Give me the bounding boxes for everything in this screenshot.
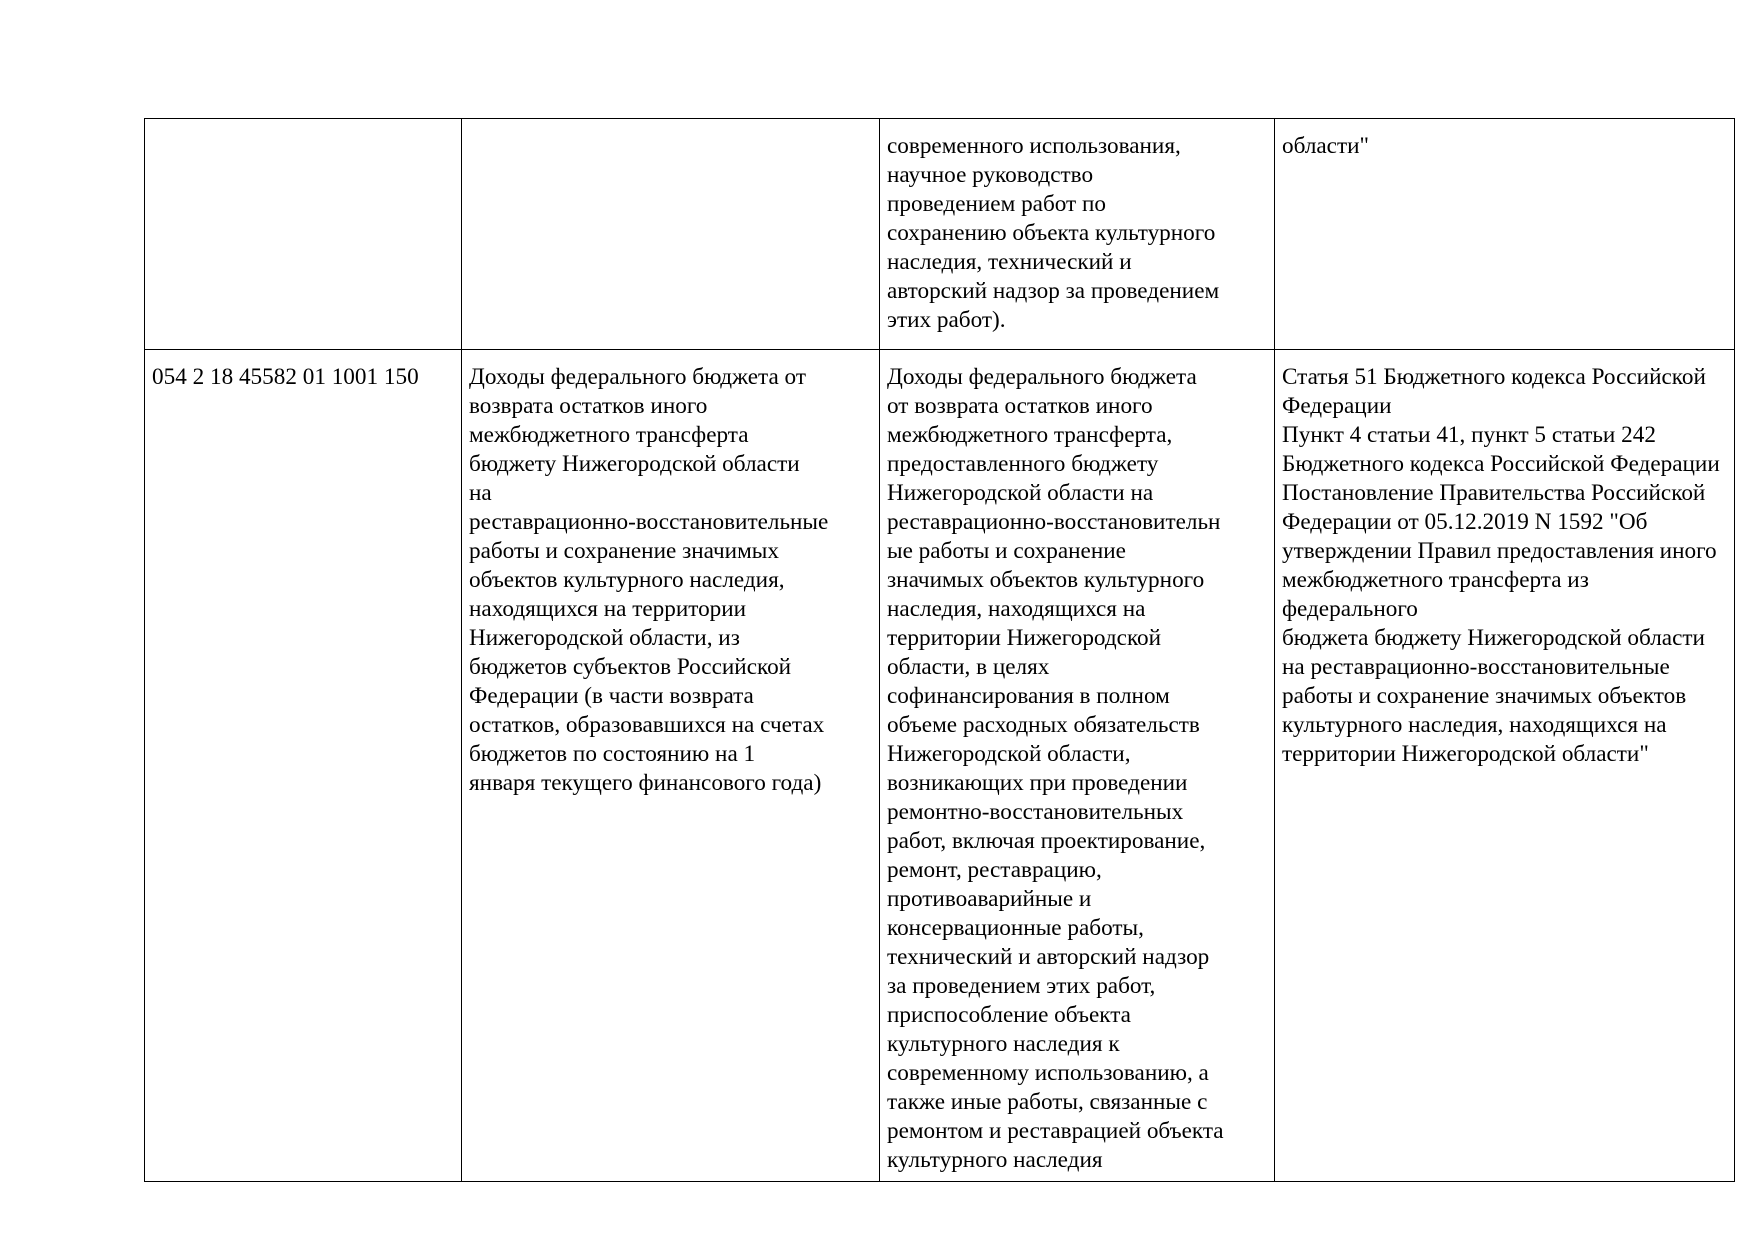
table-row-continuation — [145, 119, 1735, 350]
revenue-codes-table — [144, 118, 1735, 1182]
cell-name: Доходы федерального бюджета от возврата остатков иного межбюджетного трансферта бюджету Нижегородской области на реставрационно-восстановительные работы и сохранение значимых объектов культурного наследия, находящихся на территории Нижегородской области, из бюджетов субъектов Российской Федерации (в части возврата остатков, образовавшихся на счетах бюджетов по состоянию на 1 января текущего финансового года) — [462, 350, 880, 1182]
cell-description: современного использования, научное руководство проведением работ по сохранению объекта культурного наследия, технический и авторский надзор за проведением этих работ). — [880, 119, 1275, 350]
cell-legal-basis: Статья 51 Бюджетного кодекса Российской Федерации Пункт 4 статьи 41, пункт 5 статьи 242 Бюджетного кодекса Российской Федерации Постановление Правительства Российской Федерации от 05.12.2019 N 1592 "Об утверждении Правил предоставления иного межбюджетного трансферта из федерального бюджета бюджету Нижегородской области на реставрационно-восстановительные работы и сохранение значимых объектов культурного наследия, находящихся на территории Нижегородской области" — [1275, 350, 1735, 1182]
cell-legal-basis: области" — [1275, 119, 1735, 350]
cell-code: 054 2 18 45582 01 1001 150 — [145, 350, 462, 1182]
cell-name — [462, 119, 880, 350]
cell-code — [145, 119, 462, 350]
table-row — [145, 350, 1735, 1182]
cell-description: Доходы федерального бюджета от возврата остатков иного межбюджетного трансферта, предоставленного бюджету Нижегородской области на реставрационно-восстановительн ые работы и сохранение значимых объектов культурного наследия, находящихся на территории Нижегородской области, в целях софинансирования в полном объеме расходных обязательств Нижегородской области, возникающих при проведении ремонтно-восстановительных работ, включая проектирование, ремонт, реставрацию, противоаварийные и консервационные работы, технический и авторский надзор за проведением этих работ, приспособление объекта культурного наследия к современному использованию, а также иные работы, связанные с ремонтом и реставрацией объекта культурного наследия — [880, 350, 1275, 1182]
